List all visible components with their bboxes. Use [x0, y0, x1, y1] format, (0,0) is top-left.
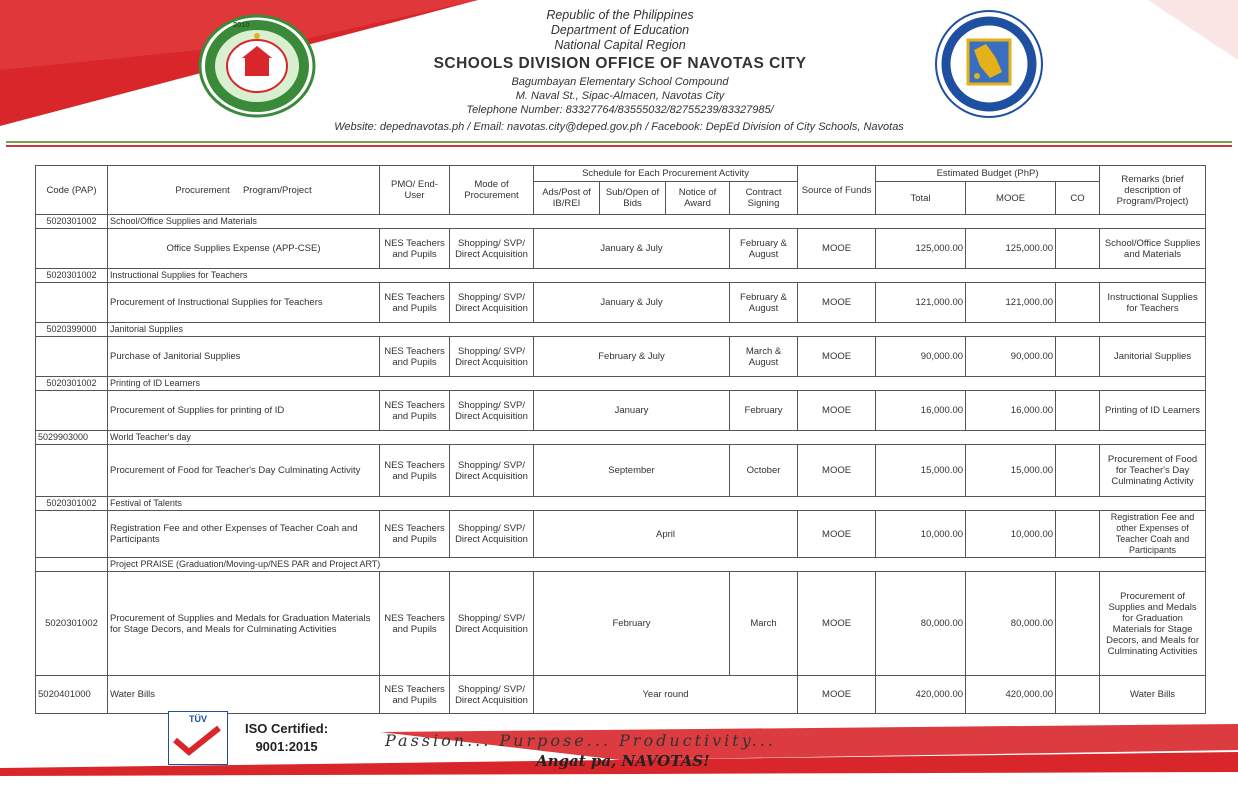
telephone-line: Telephone Number: 83327764/83555032/82755239/83327985/ [466, 104, 774, 116]
item-pmo: NES Teachers and Pupils [380, 283, 450, 323]
item-code: 5020401000 [36, 676, 108, 714]
col-pmo: PMO/ End-User [380, 166, 450, 215]
item-mooe: 420,000.00 [966, 676, 1056, 714]
item-code [36, 337, 108, 377]
address-line: M. Naval St., Sipac-Almacen, Navotas City [515, 90, 725, 102]
item-mooe: 10,000.00 [966, 511, 1056, 558]
item-total: 80,000.00 [876, 572, 966, 676]
col-sub: Sub/Open of Bids [600, 182, 666, 215]
item-total: 15,000.00 [876, 445, 966, 497]
item-schedule: September [534, 445, 730, 497]
col-total: Total [876, 182, 966, 215]
item-total: 125,000.00 [876, 229, 966, 269]
iso-number: 9001:2015 [255, 739, 318, 754]
item-co [1056, 676, 1100, 714]
item-schedule: January [534, 391, 730, 431]
item-source: MOOE [798, 676, 876, 714]
certification-badge [168, 711, 228, 765]
category-title: Printing of ID Learners [108, 377, 1206, 391]
item-source: MOOE [798, 283, 876, 323]
item-co [1056, 572, 1100, 676]
category-row [36, 558, 1206, 572]
item-code [36, 229, 108, 269]
item-pmo: NES Teachers and Pupils [380, 572, 450, 676]
item-code [36, 391, 108, 431]
item-source: MOOE [798, 337, 876, 377]
category-code: 5029903000 [36, 431, 108, 445]
item-remarks: Printing of ID Learners [1100, 391, 1206, 431]
category-row [36, 497, 1206, 511]
item-program: Registration Fee and other Expenses of Teacher Coah and Participants [108, 511, 380, 558]
category-title: World Teacher's day [108, 431, 1206, 445]
item-co [1056, 445, 1100, 497]
table-row [36, 511, 1206, 558]
col-remarks: Remarks (brief description of Program/Project) [1100, 166, 1206, 215]
table-row [36, 572, 1206, 676]
item-mode: Shopping/ SVP/ Direct Acquisition [450, 511, 534, 558]
item-remarks: Registration Fee and other Expenses of Teacher Coah and Participants [1100, 511, 1206, 558]
item-program: Water Bills [108, 676, 380, 714]
category-row [36, 323, 1206, 337]
item-mode: Shopping/ SVP/ Direct Acquisition [450, 445, 534, 497]
item-program: Procurement of Food for Teacher's Day Culminating Activity [108, 445, 380, 497]
item-remarks: School/Office Supplies and Materials [1100, 229, 1206, 269]
table-row [36, 283, 1206, 323]
category-code: 5020399000 [36, 323, 108, 337]
item-total: 16,000.00 [876, 391, 966, 431]
category-code: 5020301002 [36, 269, 108, 283]
item-total: 90,000.00 [876, 337, 966, 377]
item-mooe: 15,000.00 [966, 445, 1056, 497]
item-contract: March [730, 572, 798, 676]
tagline: Angat pa, NAVOTAS! [536, 752, 710, 770]
item-mooe: 90,000.00 [966, 337, 1056, 377]
item-code: 5020301002 [36, 572, 108, 676]
item-co [1056, 283, 1100, 323]
item-total: 10,000.00 [876, 511, 966, 558]
item-source: MOOE [798, 511, 876, 558]
item-mooe: 16,000.00 [966, 391, 1056, 431]
item-pmo: NES Teachers and Pupils [380, 391, 450, 431]
category-title: Instructional Supplies for Teachers [108, 269, 1206, 283]
item-contract: March & August [730, 337, 798, 377]
category-row [36, 269, 1206, 283]
item-co [1056, 337, 1100, 377]
item-schedule: Year round [534, 676, 798, 714]
category-title: Project PRAISE (Graduation/Moving-up/NES PAR and Project ART) [108, 558, 1206, 572]
item-co [1056, 511, 1100, 558]
item-source: MOOE [798, 229, 876, 269]
col-budget: Estimated Budget (PhP) [876, 166, 1100, 182]
category-row [36, 377, 1206, 391]
contact-line: Website: depednavotas.ph / Email: navotas.city@deped.gov.ph / Facebook: DepEd Division of City Schools, Navotas [334, 121, 904, 133]
col-mode: Mode of Procurement [450, 166, 534, 215]
item-co [1056, 391, 1100, 431]
category-title: School/Office Supplies and Materials [108, 215, 1206, 229]
item-remarks: Instructional Supplies for Teachers [1100, 283, 1206, 323]
item-total: 121,000.00 [876, 283, 966, 323]
office-title: SCHOOLS DIVISION OFFICE OF NAVOTAS CITY [433, 55, 807, 72]
compound-line: Bagumbayan Elementary School Compound [511, 76, 729, 88]
category-code: 5020301002 [36, 497, 108, 511]
checkmark-icon [169, 724, 225, 758]
item-contract: February & August [730, 229, 798, 269]
item-source: MOOE [798, 391, 876, 431]
item-source: MOOE [798, 445, 876, 497]
col-ads: Ads/Post of IB/REI [534, 182, 600, 215]
procurement-table [35, 165, 1206, 714]
item-code [36, 511, 108, 558]
cert-badge-label: TÜV [189, 714, 207, 724]
col-source: Source of Funds [798, 166, 876, 215]
category-title: Festival of Talents [108, 497, 1206, 511]
item-pmo: NES Teachers and Pupils [380, 445, 450, 497]
category-code [36, 558, 108, 572]
item-schedule: April [534, 511, 798, 558]
table-row [36, 676, 1206, 714]
item-schedule: February [534, 572, 730, 676]
region-line: National Capital Region [554, 38, 686, 52]
seal-year: 2010 [233, 20, 250, 29]
item-program: Purchase of Janitorial Supplies [108, 337, 380, 377]
item-schedule: February & July [534, 337, 730, 377]
iso-label: ISO Certified: [245, 721, 329, 736]
republic-line: Republic of the Philippines [546, 8, 694, 22]
item-total: 420,000.00 [876, 676, 966, 714]
col-co: CO [1056, 182, 1100, 215]
table-row [36, 229, 1206, 269]
letterhead [290, 8, 950, 117]
category-row [36, 431, 1206, 445]
table-row [36, 445, 1206, 497]
category-code: 5020301002 [36, 377, 108, 391]
table-row [36, 391, 1206, 431]
item-pmo: NES Teachers and Pupils [380, 511, 450, 558]
item-program: Office Supplies Expense (APP-CSE) [108, 229, 380, 269]
item-mode: Shopping/ SVP/ Direct Acquisition [450, 391, 534, 431]
col-mooe: MOOE [966, 182, 1056, 215]
item-mooe: 121,000.00 [966, 283, 1056, 323]
item-mode: Shopping/ SVP/ Direct Acquisition [450, 676, 534, 714]
item-pmo: NES Teachers and Pupils [380, 337, 450, 377]
item-mode: Shopping/ SVP/ Direct Acquisition [450, 337, 534, 377]
motto: Passion... Purpose... Productivity... [385, 731, 776, 750]
col-notice: Notice of Award [666, 182, 730, 215]
item-mode: Shopping/ SVP/ Direct Acquisition [450, 572, 534, 676]
item-remarks: Procurement of Supplies and Medals for Graduation Materials for Stage Decors, and Meals for Culminating Activities [1100, 572, 1206, 676]
item-schedule: January & July [534, 229, 730, 269]
item-source: MOOE [798, 572, 876, 676]
item-contract: February & August [730, 283, 798, 323]
item-remarks: Procurement of Food for Teacher's Day Culminating Activity [1100, 445, 1206, 497]
item-mode: Shopping/ SVP/ Direct Acquisition [450, 229, 534, 269]
category-row [36, 215, 1206, 229]
item-schedule: January & July [534, 283, 730, 323]
category-title: Janitorial Supplies [108, 323, 1206, 337]
item-co [1056, 229, 1100, 269]
item-contract: February [730, 391, 798, 431]
item-pmo: NES Teachers and Pupils [380, 229, 450, 269]
item-program: Procurement of Instructional Supplies for Teachers [108, 283, 380, 323]
item-contract: October [730, 445, 798, 497]
item-program: Procurement of Supplies for printing of ID [108, 391, 380, 431]
item-remarks: Janitorial Supplies [1100, 337, 1206, 377]
col-contract: Contract Signing [730, 182, 798, 215]
item-mode: Shopping/ SVP/ Direct Acquisition [450, 283, 534, 323]
col-program: Procurement Program/Project [108, 166, 380, 215]
item-code [36, 283, 108, 323]
col-schedule: Schedule for Each Procurement Activity [534, 166, 798, 182]
iso-certification [245, 720, 328, 756]
item-pmo: NES Teachers and Pupils [380, 676, 450, 714]
header-divider [6, 141, 1232, 147]
item-mooe: 80,000.00 [966, 572, 1056, 676]
department-line: Department of Education [550, 23, 690, 37]
item-remarks: Water Bills [1100, 676, 1206, 714]
category-code: 5020301002 [36, 215, 108, 229]
col-code: Code (PAP) [36, 166, 108, 215]
item-code [36, 445, 108, 497]
table-row [36, 337, 1206, 377]
item-mooe: 125,000.00 [966, 229, 1056, 269]
item-program: Procurement of Supplies and Medals for Graduation Materials for Stage Decors, and Meals for Culminating Activities [108, 572, 380, 676]
